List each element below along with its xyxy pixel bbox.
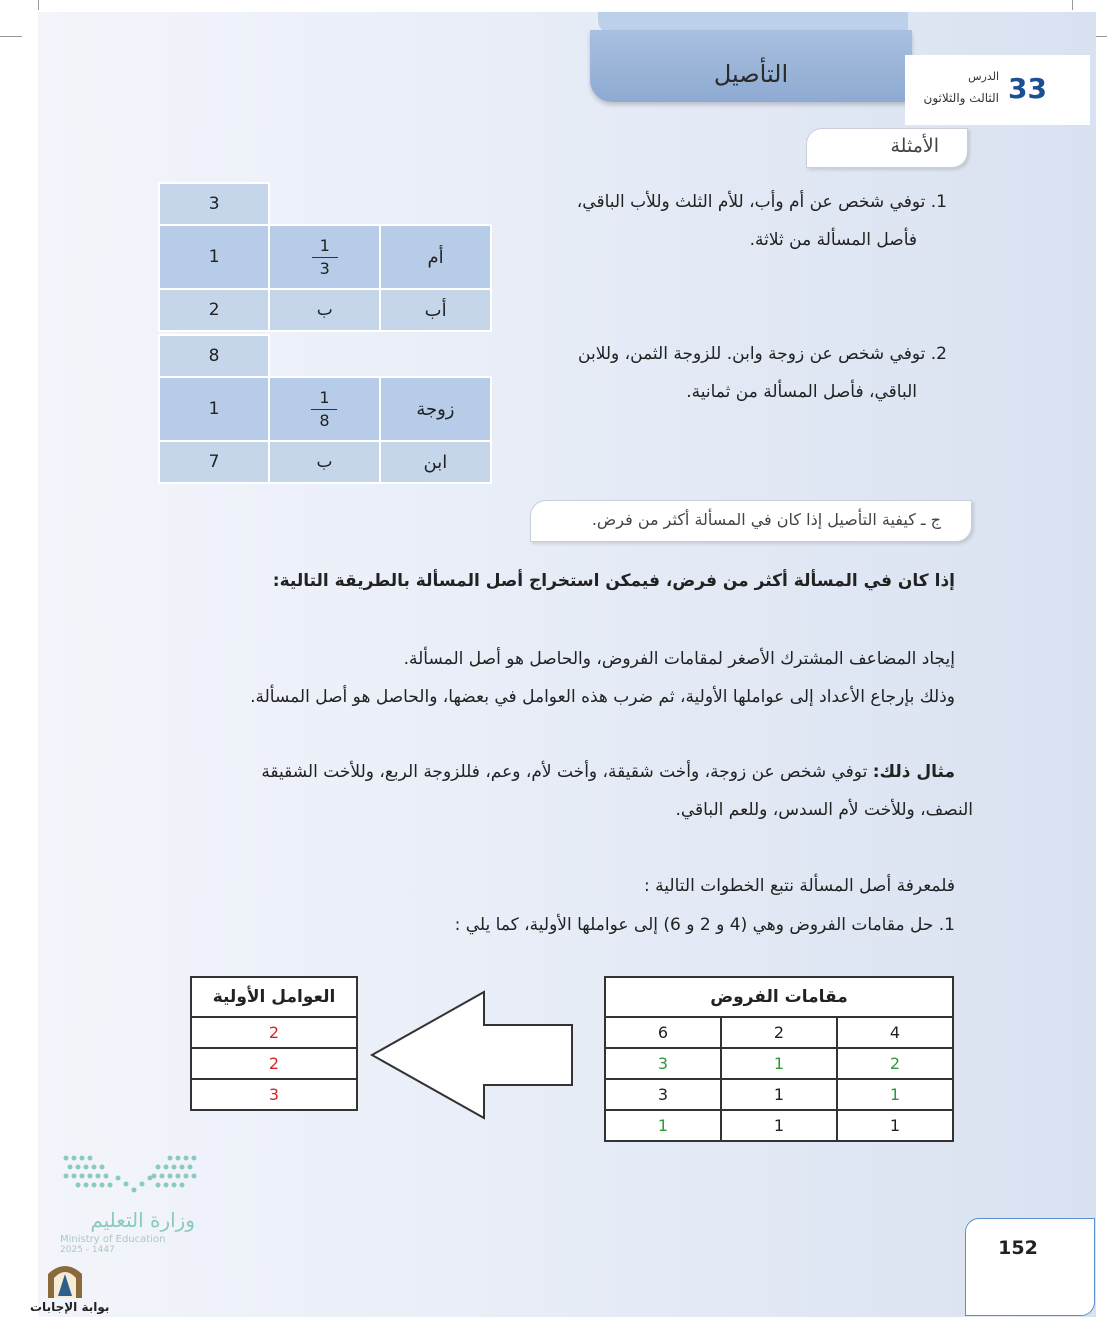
fraction-cell: ب	[269, 289, 380, 331]
example2-text	[487, 335, 947, 411]
crop-mark	[1072, 0, 1073, 10]
ministry-year: 2025 - 1447	[60, 1245, 115, 1255]
example2-line2: الباقي، فأصل المسألة من ثمانية.	[686, 382, 917, 402]
share-cell: 7	[159, 441, 269, 483]
prime-factor-cell: 2	[191, 1048, 357, 1079]
crop-mark	[0, 36, 22, 37]
lesson-badge	[905, 55, 1090, 125]
example-line1: توفي شخص عن زوجة، وأخت شقيقة، وأخت لأم، وعم، فللزوجة الربع، وللأخت الشقيقة	[261, 762, 868, 782]
example2-table	[158, 334, 492, 484]
examples-heading: الأمثلة	[890, 135, 939, 157]
denominator-cell: 1	[605, 1110, 721, 1141]
denominator-cell: 1	[721, 1110, 837, 1141]
denominator-cell: 6	[605, 1017, 721, 1048]
example1-line2: فأصل المسألة من ثلاثة.	[749, 230, 917, 250]
fraction-cell: ب	[269, 441, 380, 483]
example-line2: النصف، وللأخت لأم السدس، وللعم الباقي.	[675, 800, 973, 820]
denominator-cell: 1	[721, 1048, 837, 1079]
heir-cell: زوجة	[380, 377, 491, 441]
lcm-paragraph-1: إيجاد المضاعف المشترك الأصغر لمقامات الفروض، والحاصل هو أصل المسألة.	[403, 649, 955, 669]
page-number: 152	[998, 1237, 1038, 1259]
prime-factors-header: العوامل الأولية	[191, 977, 357, 1017]
heir-cell: أب	[380, 289, 491, 331]
step-1: 1. حل مقامات الفروض وهي (4 و 2 و 6) إلى عواملها الأولية، كما يلي :	[454, 915, 955, 935]
lesson-label: الدرس	[968, 70, 999, 83]
fraction-cell: $\frac{1}{3}$	[269, 225, 380, 289]
prime-factor-cell: 3	[191, 1079, 357, 1110]
lcm-paragraph-2: وذلك بإرجاع الأعداد إلى عواملها الأولية، ثم ضرب هذه العوامل في بعضها، والحاصل هو أصل المسألة.	[250, 687, 955, 707]
ministry-name-en: Ministry of Education	[60, 1234, 166, 1245]
share-cell: 1	[159, 377, 269, 441]
prime-factors-table	[190, 976, 358, 1111]
base-cell: 8	[159, 335, 269, 377]
heir-cell: أم	[380, 225, 491, 289]
examples-heading-box	[806, 128, 968, 168]
example-paragraph	[125, 753, 973, 829]
portal-name: بوابة الإجابات	[30, 1300, 110, 1314]
example1-line1: 1. توفي شخص عن أم وأب، للأم الثلث وللأب الباقي،	[576, 192, 947, 212]
intro-paragraph: إذا كان في المسألة أكثر من فرض، فيمكن استخراج أصل المسألة بالطريقة التالية:	[272, 571, 955, 591]
denominator-cell: 1	[837, 1110, 953, 1141]
denominators-header: مقامات الفروض	[605, 977, 953, 1017]
example2-line1: 2. توفي شخص عن زوجة وابن. للزوجة الثمن، وللابن	[578, 344, 947, 364]
crop-mark	[38, 0, 39, 10]
left-arrow-icon	[370, 990, 575, 1120]
steps-intro: فلمعرفة أصل المسألة نتبع الخطوات التالية :	[644, 876, 955, 896]
denominators-table	[604, 976, 954, 1142]
portal-logo-icon	[44, 1256, 86, 1300]
base-cell: 3	[159, 183, 269, 225]
denominator-cell: 2	[837, 1048, 953, 1079]
page-number-box	[965, 1218, 1095, 1316]
prime-factor-cell: 2	[191, 1017, 357, 1048]
example1-table	[158, 182, 492, 332]
share-cell: 2	[159, 289, 269, 331]
denominator-cell: 3	[605, 1079, 721, 1110]
ministry-name-ar: وزارة التعليم	[90, 1208, 195, 1232]
section-c-heading-box	[530, 500, 972, 542]
section-c-heading: ج ـ كيفية التأصيل إذا كان في المسألة أكثر من فرض.	[591, 510, 941, 529]
lesson-number: 33	[1008, 72, 1047, 105]
heir-cell: ابن	[380, 441, 491, 483]
denominator-cell: 2	[721, 1017, 837, 1048]
lesson-ordinal: الثالث والثلاثون	[923, 91, 999, 105]
fraction-cell: $\frac{1}{8}$	[269, 377, 380, 441]
page-title: التأصيل	[713, 60, 789, 88]
denominator-cell: 4	[837, 1017, 953, 1048]
denominator-cell: 3	[605, 1048, 721, 1079]
example1-text	[487, 183, 947, 259]
denominator-cell: 1	[837, 1079, 953, 1110]
ministry-logo	[60, 1150, 200, 1255]
example-label: مثال ذلك:	[872, 762, 955, 782]
denominator-cell: 1	[721, 1079, 837, 1110]
share-cell: 1	[159, 225, 269, 289]
ministry-dots-icon	[60, 1150, 200, 1196]
